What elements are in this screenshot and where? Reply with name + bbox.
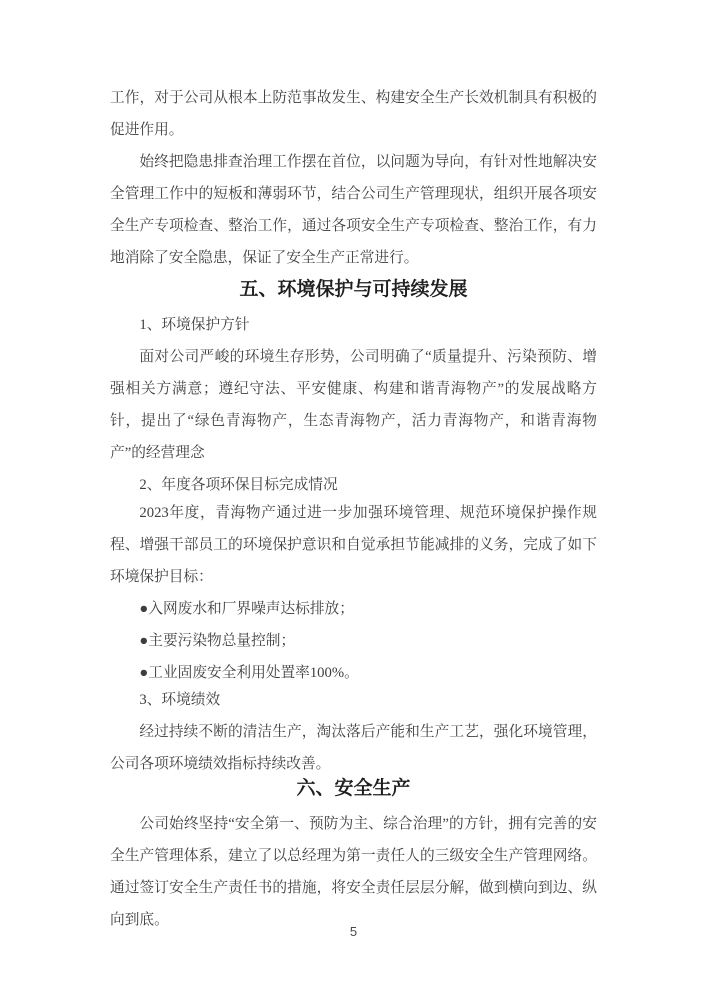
numbered-item-env-performance: 3、环境绩效 — [139, 692, 221, 708]
paragraph-continuation: 工作，对于公司从根本上防范事故发生、构建安全生产长效机制具有积极的促进作用。 — [110, 90, 597, 138]
bullet-icon: ● — [139, 633, 149, 649]
paragraph-env-performance: 经过持续不断的清洁生产，淘汰落后产能和生产工艺，强化环境管理，公司各项环境绩效指标持续改善。 — [110, 724, 597, 772]
numbered-item-env-policy: 1、环境保护方针 — [139, 317, 250, 333]
bullet-item-text: 主要污染物总量控制； — [148, 633, 296, 649]
section-heading-safety: 六、安全生产 — [296, 778, 411, 799]
bullet-icon: ● — [139, 601, 149, 617]
paragraph-safety: 公司始终坚持“安全第一、预防为主、综合治理”的方针，拥有完善的安全生产管理体系，建立了以总经理为第一责任人的三级安全生产管理网络。通过签订安全生产责任书的措施，将安全责任层层分解，做到横向到边、纵向到底。 — [110, 816, 597, 928]
paragraph-hidden-danger: 始终把隐患排查治理工作摆在首位，以问题为导向，有针对性地解决安全管理工作中的短板和薄弱环节，结合公司生产管理现状，组织开展各项安全生产专项检查、整治工作，通过各项安全生产专项检查、整治工作，有力地消除了安全隐患，保证了安全生产正常进行。 — [110, 154, 597, 266]
bullet-item-text: 工业固废安全利用处置率100%。 — [148, 665, 359, 681]
page-number: 5 — [349, 924, 358, 939]
document-content — [110, 82, 597, 936]
section-heading-environment: 五、环境保护与可持续发展 — [239, 279, 468, 300]
paragraph-env-policy: 面对公司严峻的环境生存形势，公司明确了“质量提升、污染预防、增强相关方满意；遵纪守法、平安健康、构建和谐青海物产”的发展战略方针，提出了“绿色青海物产，生态青海物产，活力青海物产，和谐青海物产”的经营理念 — [110, 349, 597, 461]
env-targets-bullet-list — [110, 593, 597, 689]
bullet-item-text: 入网废水和厂界噪声达标排放； — [148, 601, 354, 617]
numbered-item-env-targets: 2、年度各项环保目标完成情况 — [139, 477, 338, 493]
bullet-icon: ● — [139, 665, 149, 681]
bullet-item — [110, 593, 597, 625]
paragraph-env-targets: 2023年度，青海物产通过进一步加强环境管理、规范环境保护操作规程、增强干部员工的环境保护意识和自觉承担节能减排的义务，完成了如下环境保护目标： — [110, 505, 597, 585]
bullet-item — [110, 625, 597, 657]
